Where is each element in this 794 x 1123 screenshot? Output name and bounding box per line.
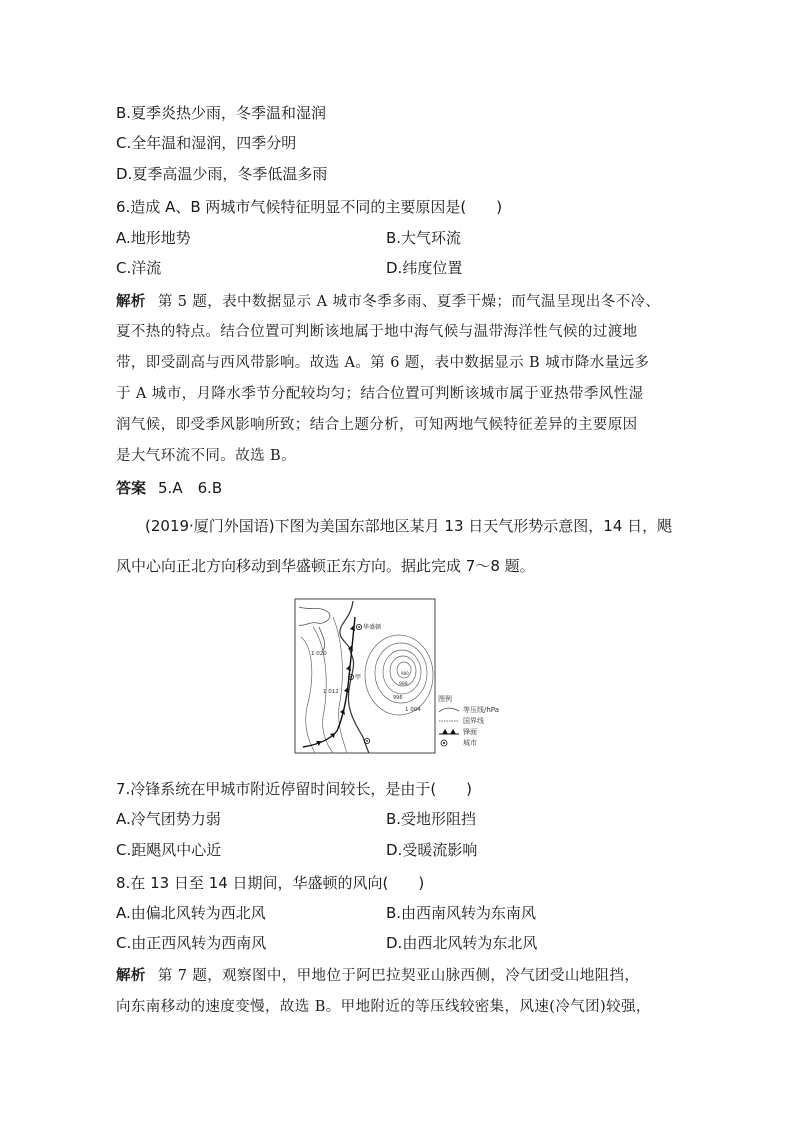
label-washington: 华盛顿 <box>363 624 382 631</box>
q7-option-c: C.距飓风中心近 <box>116 841 222 859</box>
label-isobar-980: 980 <box>401 671 409 676</box>
label-isobar-988: 988 <box>399 682 408 687</box>
q5-option-b: B.夏季炎热少雨，冬季温和湿润 <box>116 104 327 122</box>
answer1-text: 5.A 6.B <box>158 479 223 497</box>
q8-option-b: B.由西南风转为东南风 <box>386 904 537 922</box>
map-legend <box>438 693 499 748</box>
label-isobar-1004: 1 004 <box>405 707 421 713</box>
explanation2-label: 解析 <box>116 968 146 984</box>
q5-option-d: D.夏季高温少雨，冬季低温多雨 <box>116 165 328 183</box>
label-isobar-1020: 1 020 <box>311 651 327 657</box>
q6-option-c: C.洋流 <box>116 259 162 277</box>
q8-option-a: A.由偏北风转为西北风 <box>116 904 266 922</box>
label-jia: 甲 <box>355 674 362 681</box>
answer1-label: 答案 <box>116 479 147 497</box>
q7-option-b: B.受地形阻挡 <box>386 810 477 828</box>
explanation1-line1: 解析 第 5 题，表中数据显示 A 城市冬季多雨、夏季干燥；而气温呈现出冬不冷、 <box>116 294 661 310</box>
explanation1-label: 解析 <box>116 294 146 310</box>
isobar-symbol-icon <box>438 706 460 714</box>
explanation1-line6: 是大气环流不同。故选 B。 <box>116 448 296 464</box>
front-symbol-icon <box>438 728 460 736</box>
q7-stem: 7.冷锋系统在甲城市附近停留时间较长，是由于( ) <box>116 780 473 798</box>
intro-line2: 风中心向正北方向移动到华盛顿正东方向。据此完成 7～8 题。 <box>116 557 535 575</box>
q6-option-d: D.纬度位置 <box>386 259 463 277</box>
q7-option-d: D.受暖流影响 <box>386 841 478 859</box>
q8-option-d: D.由西北风转为东北风 <box>386 934 538 952</box>
legend-city: 城市 <box>438 737 499 748</box>
border-symbol-icon <box>438 717 460 725</box>
legend-isobar: 等压线/hPa <box>438 704 499 715</box>
q6-stem: 6.造成 A、B 两城市气候特征明显不同的主要原因是( ) <box>116 198 503 216</box>
label-isobar-1012: 1 012 <box>323 689 339 695</box>
intro-line1: (2019·厦门外国语)下图为美国东部地区某月 13 日天气形势示意图，14 日，飓 <box>145 517 673 535</box>
explanation2-line2: 向东南移动的速度变慢，故选 B。甲地附近的等压线较密集，风速(冷气团)较强， <box>116 999 651 1015</box>
label-isobar-996: 996 <box>393 695 403 701</box>
legend-title: 图例 <box>438 694 452 703</box>
q8-stem: 8.在 13 日至 14 日期间，华盛顿的风向( ) <box>116 874 425 892</box>
explanation2-line1: 解析 第 7 题，观察图中，甲地位于阿巴拉契亚山脉西侧，冷气团受山地阻挡， <box>116 968 640 984</box>
q7-option-a: A.冷气团势力弱 <box>116 810 221 828</box>
q5-option-c: C.全年温和湿润，四季分明 <box>116 134 297 152</box>
legend-front: 锋面 <box>438 726 499 737</box>
explanation1-line4: 于 A 城市，月降水季节分配较均匀；结合位置可判断该城市属于亚热带季风性湿 <box>116 386 644 402</box>
answer1 <box>116 478 222 498</box>
q6-option-a: A.地形地势 <box>116 229 191 247</box>
explanation1-line3: 带，即受副高与西风带影响。故选 A。第 6 题，表中数据显示 B 城市降水量远多 <box>116 355 650 371</box>
legend-border: 国界线 <box>438 715 499 726</box>
explanation1-line5: 润气候，即受季风影响所致；结合上题分析，可知两地气候特征差异的主要原因 <box>116 417 638 433</box>
city-symbol-icon <box>438 739 460 747</box>
q6-option-b: B.大气环流 <box>386 229 462 247</box>
q8-option-c: C.由正西风转为西南风 <box>116 934 267 952</box>
explanation1-line2: 夏不热的特点。结合位置可判断该地属于地中海气候与温带海洋性气候的过渡地 <box>116 324 638 340</box>
